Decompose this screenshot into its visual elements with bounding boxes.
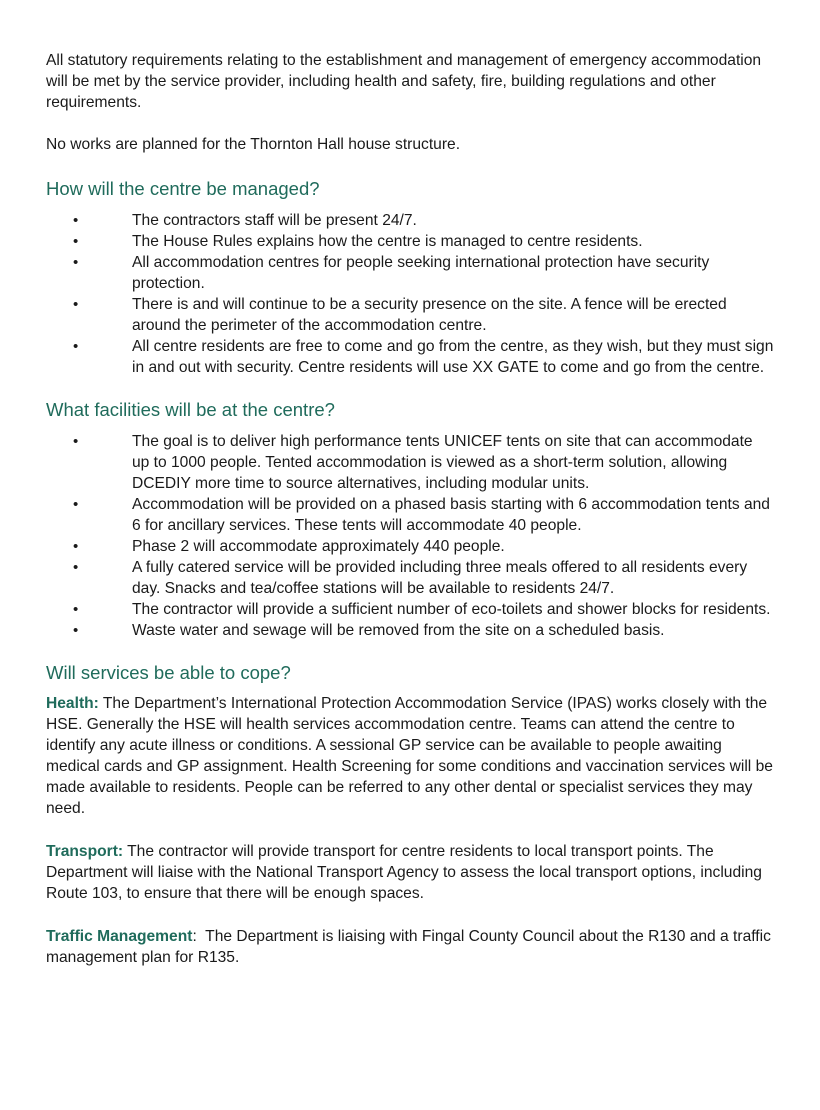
list-item — [46, 536, 774, 557]
section-heading: What facilities will be at the centre? — [46, 399, 335, 420]
list-item-text: All accommodation centres for people seeking international protection have security protection. — [132, 254, 710, 292]
bullet-icon: • — [73, 233, 79, 250]
traffic-management-text: : The Department is liaising with Fingal County Council about the R130 and a traffic management plan for R135. — [46, 928, 776, 966]
intro-paragraph: All statutory requirements relating to the establishment and management of emergency accommodation will be met by the service provider, including health and safety, fire, building regulations and other requirements. — [46, 52, 762, 111]
bullet-icon: • — [73, 622, 79, 639]
health-text: The Department’s International Protection Accommodation Service (IPAS) works closely with the HSE. Generally the HSE will health services accommodation centre. Teams can attend the centre to identify any acute illness or conditions. A sessional GP service can be available to people awaiting medical cards and GP assignment. Health Screening for some conditions and vaccination services will be made available to residents. People can be referred to any other dental or specialist services they may need. — [46, 695, 773, 817]
intro-paragraph: No works are planned for the Thornton Hall house structure. — [46, 136, 461, 153]
list-item-text: The goal is to deliver high performance tents UNICEF tents on site that can accommodate up to 1000 people. Tented accommodation is viewed as a short-term solution, allowing DCEDIY more time to source alternatives, including modular units. — [132, 433, 753, 492]
list-item — [46, 210, 774, 231]
list-item-text: Accommodation will be provided on a phased basis starting with 6 accommodation tents and 6 for ancillary services. These tents will accommodate 40 people. — [132, 496, 770, 534]
list-item-text: The House Rules explains how the centre is managed to centre residents. — [132, 233, 643, 250]
bullet-icon: • — [73, 496, 79, 513]
list-item-text: A fully catered service will be provided including three meals offered to all residents every day. Snacks and tea/coffee stations will be available to residents 24/7. — [132, 559, 748, 597]
list-item-text: The contractors staff will be present 24/7. — [132, 212, 417, 229]
transport-text: The contractor will provide transport for centre residents to local transport points. The Department will liaise with the National Transport Agency to assess the local transport options, including Route 103, to ensure that there will be enough spaces. — [46, 843, 762, 902]
list-item — [46, 599, 774, 620]
bullet-icon: • — [73, 538, 79, 555]
transport-block — [46, 841, 774, 904]
intro — [46, 50, 774, 155]
list-item — [46, 431, 774, 494]
bullet-list — [46, 210, 774, 378]
bullet-icon: • — [73, 296, 79, 313]
list-item — [46, 252, 774, 294]
list-item-text: The contractor will provide a sufficient number of eco-toilets and shower blocks for residents. — [132, 601, 771, 618]
traffic-management-block — [46, 926, 774, 968]
section-facilities — [46, 398, 774, 641]
bullet-list — [46, 431, 774, 641]
list-item — [46, 557, 774, 599]
list-item — [46, 620, 774, 641]
traffic-management-label: Traffic Management — [46, 928, 193, 945]
section-services — [46, 661, 774, 968]
health-label: Health: — [46, 695, 99, 712]
list-item-text: There is and will continue to be a security presence on the site. A fence will be erected around the perimeter of the accommodation centre. — [132, 296, 727, 334]
bullet-icon: • — [73, 601, 79, 618]
bullet-icon: • — [73, 559, 79, 576]
list-item — [46, 294, 774, 336]
section-heading: Will services be able to cope? — [46, 662, 291, 683]
transport-label: Transport: — [46, 843, 124, 860]
bullet-icon: • — [73, 212, 79, 229]
bullet-icon: • — [73, 433, 79, 450]
list-item-text: Phase 2 will accommodate approximately 440 people. — [132, 538, 505, 555]
section-heading: How will the centre be managed? — [46, 178, 320, 199]
section-management — [46, 177, 774, 378]
list-item — [46, 336, 774, 378]
bullet-icon: • — [73, 254, 79, 271]
list-item — [46, 494, 774, 536]
bullet-icon: • — [73, 338, 79, 355]
health-block — [46, 693, 774, 819]
list-item-text: All centre residents are free to come and go from the centre, as they wish, but they must sign in and out with security. Centre residents will use XX GATE to come and go from the centre. — [132, 338, 774, 376]
list-item — [46, 231, 774, 252]
list-item-text: Waste water and sewage will be removed from the site on a scheduled basis. — [132, 622, 665, 639]
